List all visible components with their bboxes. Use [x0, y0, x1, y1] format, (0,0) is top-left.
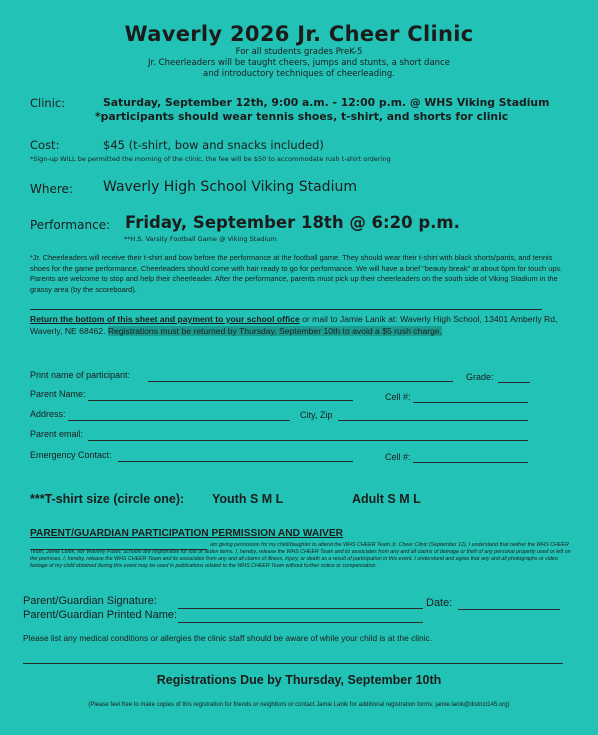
where-value: Waverly High School Viking Stadium [103, 179, 357, 195]
return-address: or mail to Jamie Lanik at: Waverly High School, 13401 Amberly Rd, Waverly, NE 68462. [30, 314, 558, 336]
address-label: Address: [30, 409, 66, 419]
description-line-2: and introductory techniques of cheerleading. [203, 69, 395, 79]
eligibility-text: For all students grades PreK-5 [235, 47, 363, 57]
registrations-due: Registrations Due by Thursday, September 10th [156, 673, 442, 687]
date-label: Date: [426, 597, 453, 609]
city-zip-field[interactable] [338, 420, 528, 421]
cell-label: Cell #: [385, 392, 411, 402]
performance-note: **H.S. Varsity Football Game @ Viking Stadium [124, 235, 277, 243]
medical-text: Please list any medical conditions or allergies the clinic staff should be aware of while your child is at the clinic. [23, 633, 433, 643]
divider [30, 309, 542, 310]
return-deadline: Registrations must be returned by Thursday, September 10th to avoid a $5 rush charge. [107, 326, 442, 336]
cost-label: Cost: [30, 138, 60, 152]
page-title: Waverly 2026 Jr. Cheer Clinic [124, 22, 474, 46]
performance-label: Performance: [30, 218, 111, 232]
clinic-note: *participants should wear tennis shoes, t-shirt, and shorts for clinic [95, 110, 509, 123]
footer-note: (Please feel free to make copies of this registration for friends or neighbors or contact Jamie Lanik for additional registration forms: jamie.lanik@district145.org) [88, 702, 510, 708]
printed-name-label: Parent/Guardian Printed Name: [23, 609, 178, 621]
printed-name-field[interactable] [178, 622, 423, 623]
performance-value: Friday, September 18th @ 6:20 p.m. [125, 213, 460, 232]
medical-field[interactable] [23, 663, 563, 664]
cell2-label: Cell #: [385, 452, 411, 462]
address-field[interactable] [68, 420, 290, 421]
date-field[interactable] [458, 609, 560, 610]
cost-note: *Sign-up WILL be permitted the morning of the clinic, the fee will be $50 to accommodate rush t-shirt ordering [30, 155, 391, 163]
participant-field[interactable] [148, 381, 453, 382]
info-paragraph: *Jr. Cheerleaders will receive their t-shirt and bow before the performance at the football game. They should wear their t-shirt with black shorts/pants, and tennis shoes for the game performance. Cheerleaders should come with hair ready to go for performance. We will have a brief "beauty break" at about 6pm for touch ups. Parents are welcome to stop and help their cheerleader. After the performance, parents must pick up their cheerleaders on the south side of Viking Stadium in the grassy area (by the scoreboard). [30, 253, 563, 294]
parent-email-field[interactable] [88, 440, 528, 441]
cell-field[interactable] [413, 402, 528, 403]
where-label: Where: [30, 182, 73, 196]
parent-name-field[interactable] [88, 400, 353, 401]
waiver-heading: PARENT/GUARDIAN PARTICIPATION PERMISSION AND WAIVER [30, 528, 343, 539]
tshirt-label: ***T-shirt size (circle one): [30, 492, 185, 506]
emergency-label: Emergency Contact: [30, 450, 112, 460]
parent-email-label: Parent email: [30, 429, 84, 439]
city-zip-label: City, Zip [300, 410, 333, 420]
return-instructions [30, 313, 575, 337]
tshirt-adult[interactable]: Adult S M L [352, 492, 421, 506]
clinic-details: Saturday, September 12th, 9:00 a.m. - 12:00 p.m. @ WHS Viking Stadium [103, 96, 550, 109]
waiver-text: am giving permission for my child/daughter to attend the WHS CHEER Team Jr. Cheer Clinic (September 12). I understand that neither the WHS CHEER Team, Jamie Lanik, nor Waverly Public Schools are responsible for lost or stolen items. I, hereby, release the WHS CHEER Team and its associates from any and all claims of damage or theft of any personal property used or left on the premises. I, hereby, release the WHS CHEER Team and its associates from any and all claims of illness, injury, or death as a result of participation in this event. I understand and agree that any and all photographs or video footage of my child obtained during this event may be used in publications related to the WHS CHEER Team without further notice or compensation. [30, 542, 571, 570]
participant-label: Print name of participant: [30, 370, 131, 380]
signature-label: Parent/Guardian Signature: [23, 595, 157, 607]
grade-label: Grade: [466, 372, 494, 382]
clinic-label: Clinic: [30, 96, 66, 110]
tshirt-youth[interactable]: Youth S M L [212, 492, 284, 506]
parent-name-label: Parent Name: [30, 389, 86, 399]
emergency-field[interactable] [118, 461, 353, 462]
signature-field[interactable] [178, 608, 423, 609]
grade-field[interactable] [498, 382, 530, 383]
return-bold: Return the bottom of this sheet and payment to your school office [30, 314, 300, 324]
cell2-field[interactable] [413, 462, 528, 463]
description-line-1: Jr. Cheerleaders will be taught cheers, jumps and stunts, a short dance [148, 58, 450, 68]
cost-value: $45 (t-shirt, bow and snacks included) [103, 138, 324, 152]
